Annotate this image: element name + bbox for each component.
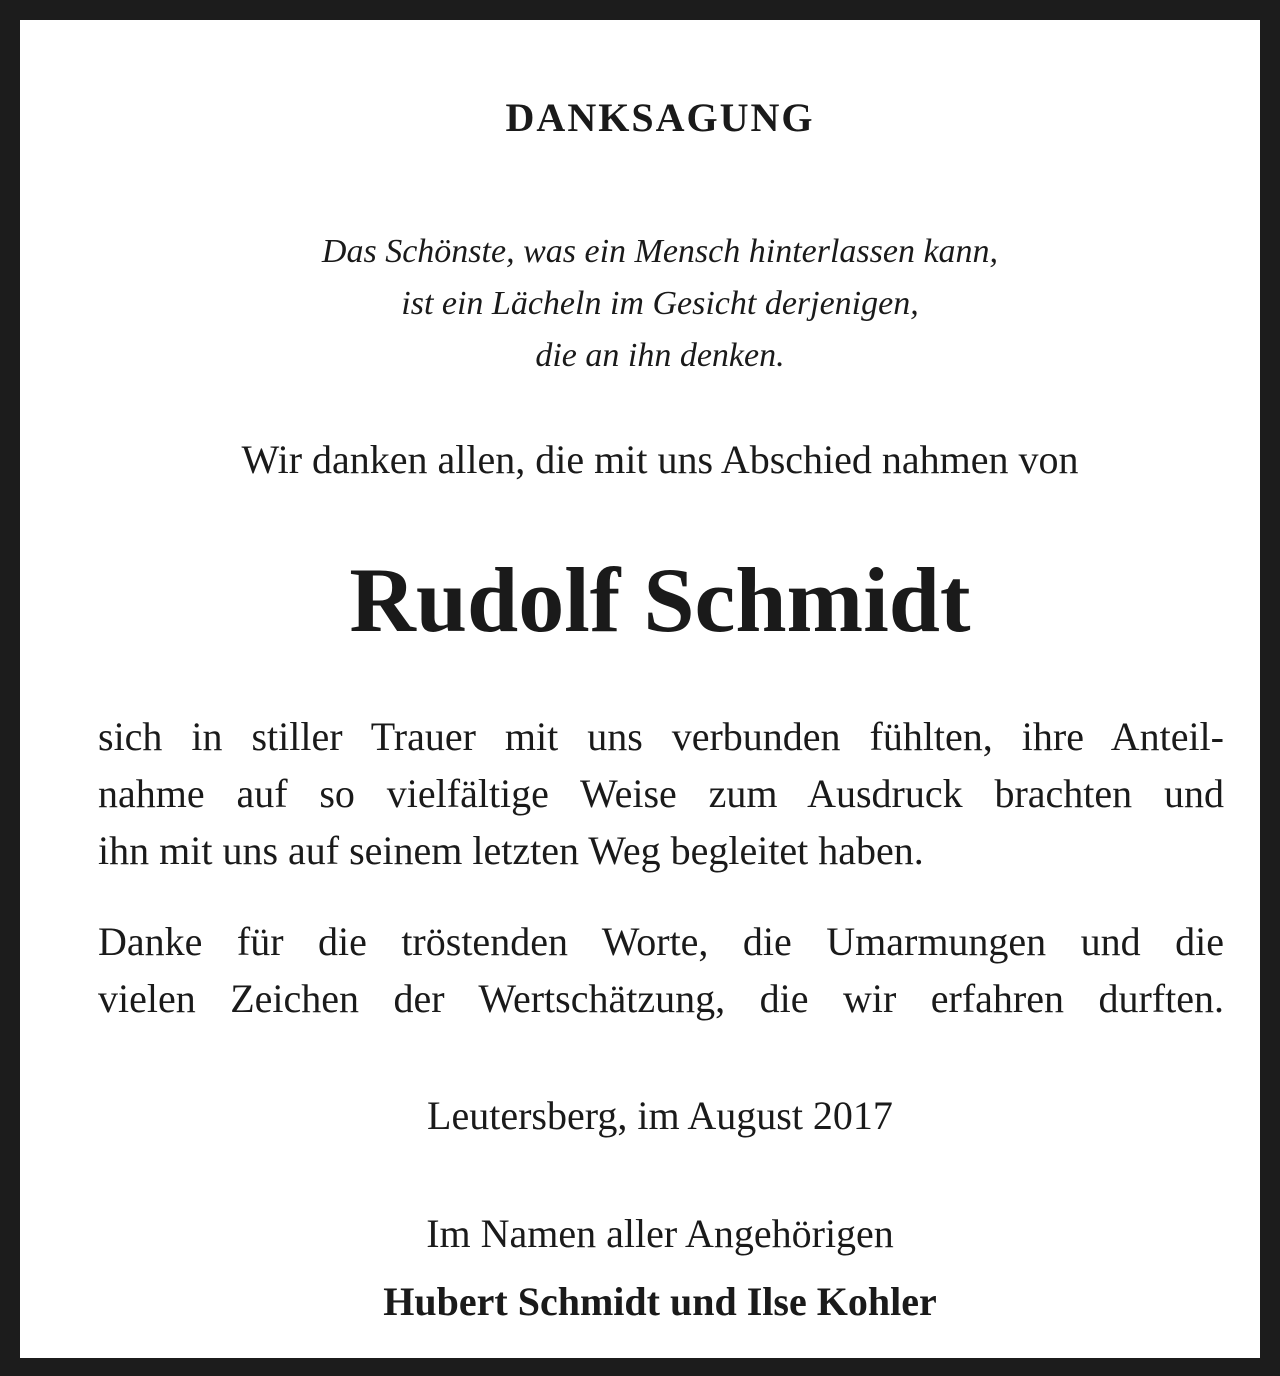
paragraph-line: sich in stiller Trauer mit uns verbunden fühlten, ihre Anteil- (98, 714, 1224, 759)
deceased-name: Rudolf Schmidt (349, 549, 971, 651)
thanks-paragraph-1 (98, 708, 1224, 879)
memorial-quote (40, 226, 1280, 382)
paragraph-line: ihn mit uns auf seinem letzten Weg begleitet haben. (98, 828, 924, 873)
closing-line: Im Namen aller Angehörigen (426, 1211, 894, 1256)
paragraph-line: vielen Zeichen der Wertschätzung, die wir erfahren durften. (98, 976, 1224, 1021)
thanks-paragraph-2 (98, 913, 1224, 1027)
place-date: Leutersberg, im August 2017 (427, 1093, 893, 1138)
signers: Hubert Schmidt und Ilse Kohler (383, 1279, 937, 1324)
quote-line: Das Schönste, was ein Mensch hinterlassen kann, (321, 233, 999, 270)
thanks-intro: Wir danken allen, die mit uns Abschied nahmen von (241, 437, 1079, 482)
paragraph-line: nahme auf so vielfältige Weise zum Ausdruck brachten und (98, 771, 1224, 816)
quote-line: die an ihn denken. (535, 337, 785, 374)
quote-line: ist ein Lächeln im Gesicht derjenigen, (401, 285, 919, 322)
paragraph-line: Danke für die tröstenden Worte, die Umarmungen und die (98, 919, 1224, 964)
notice-heading: DANKSAGUNG (505, 95, 815, 140)
